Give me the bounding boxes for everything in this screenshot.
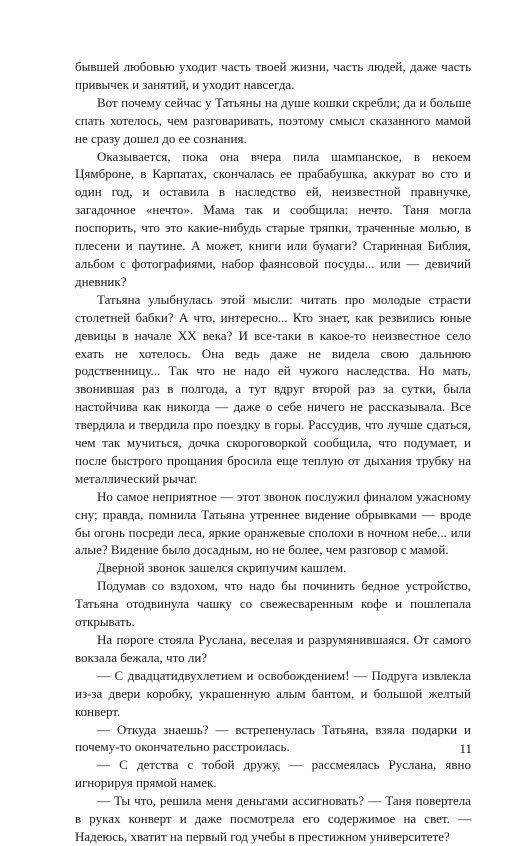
paragraph-continuation: бывшей любовью уходит часть твоей жизни, часть людей, даже часть привычек и занятий, и уходит навсегда. (75, 59, 471, 92)
page-body-text (75, 58, 471, 846)
dialogue-line: — С двадцатидвухлетием и освобождением! — Подруга извлекла из-за двери коробку, украшенную алым бантом, и большой желтый конверт. (75, 667, 471, 719)
dialogue-line: — Ты что, решила меня деньгами ассигновать? — Таня повертела в руках конверт и даже посмотрела его содержимое на свет. — Надеюсь, хватит на первый год учебы в престижном университете? (75, 793, 471, 844)
page-number: 11 (459, 741, 472, 756)
paragraph: Оказывается, пока она вчера пила шампанское, в некоем Цямброне, в Карпатах, скончалась ее прабабушка, аккурат во сто и один год, и оставила в наследство ей, неизвестной правнучке, загадочное «нечто». Мама так и сообщила: нечто. Таня могла поспорить, что это какие-нибудь старые тряпки, траченные молью, в плесени и паутине. А может, книги или бумаги? Старинная Библия, альбом с фотографиями, набор фаянсовой посуды... или — девичий дневник? (75, 148, 471, 289)
dialogue-line: — С детства с тобой дружу, — рассмеялась Руслана, явно игнорируя прямой намек. (75, 757, 471, 791)
paragraph: Подумав со вздохом, что надо бы починить бедное устройство, Татьяна отодвинула чашку со свежесваренным кофе и пошлепала открывать. (75, 578, 471, 630)
paragraph: Но самое неприятное — этот звонок послужил финалом ужасному сну; правда, помнила Татьяна утреннее видение обрывками — вроде бы огонь посреди леса, яркие оранжевые сполохи в ночном небе... или алые? Видение было досадным, но не более, чем разговор с мамой. (75, 488, 471, 558)
paragraph: Дверной звонок зашелся скрипучим кашлем. (97, 560, 347, 576)
paragraph: Татьяна улыбнулась этой мысли: читать про молодые страсти столетней бабки? А что, интересно... Кто знает, как резвились юные девицы в начале XX века? И все-таки в какое-то неизвестное село ехать не хотелось. Она ведь даже не видела свою дальнюю родственницу... Так что не надо ей чужого наследства. Но мать, звонившая раз в полгода, а тут вдруг второй раз за сутки, была настойчива как никогда — даже о себе ничего не рассказывала. Все твердила и твердила про поездку в горы. Рассудив, что лучше сдаться, чем так мучиться, дочка скороговоркой сообщила, что подумает, и после быстрого прощания бросила еще теплую от дыхания трубку на металлический рычаг. (75, 291, 471, 486)
paragraph: На пороге стояла Руслана, веселая и разрумянившаяся. От самого вокзала бежала, что ли? (75, 632, 471, 665)
paragraph: Вот почему сейчас у Татьяны на душе кошки скребли; да и больше спать хотелось, чем разговаривать, поэтому смысл сказанного мамой не сразу дошел до ее сознания. (75, 94, 471, 146)
dialogue-line: — Откуда знаешь? — встрепенулась Татьяна, взяла подарки и почему-то окончательно расстроилась. (75, 721, 471, 755)
